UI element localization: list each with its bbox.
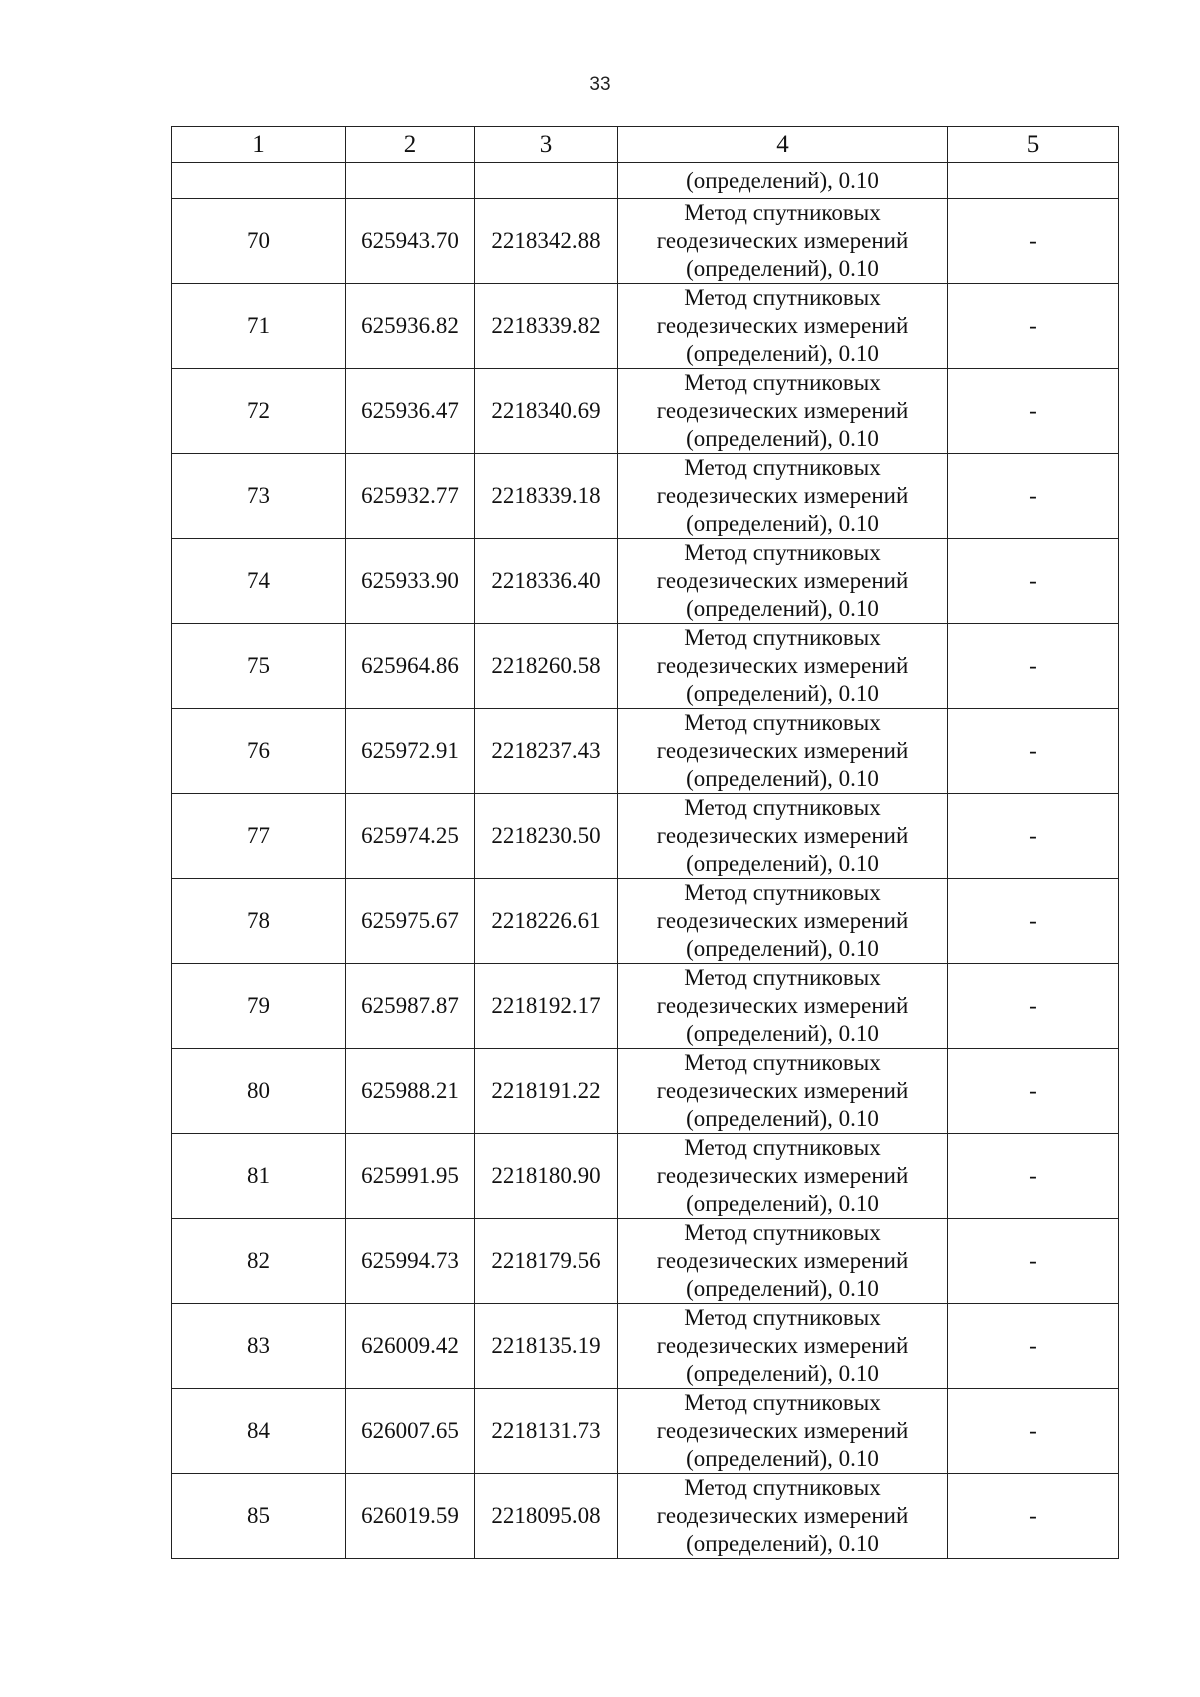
method-cell: [618, 1134, 948, 1219]
method-line: геодезических измерений: [656, 1163, 909, 1188]
method-cell: [618, 709, 948, 794]
method-line: Метод спутниковых: [684, 710, 881, 735]
coordinates-table: [171, 126, 1119, 1559]
method-line: Метод спутниковых: [684, 1475, 881, 1500]
table-body: [172, 127, 1119, 1559]
point-number-cell: 78: [172, 879, 346, 964]
x-coordinate-cell: 625987.87: [346, 964, 475, 1049]
point-number-cell: 83: [172, 1304, 346, 1389]
method-cell: [618, 284, 948, 369]
x-coordinate-cell: 625943.70: [346, 199, 475, 284]
x-coordinate-cell: 625994.73: [346, 1219, 475, 1304]
method-line: геодезических измерений: [656, 1248, 909, 1273]
table-row: [172, 709, 1119, 794]
method-cell: [618, 199, 948, 284]
x-coordinate-cell: 625936.82: [346, 284, 475, 369]
point-number-cell: 72: [172, 369, 346, 454]
header-cell-4: 4: [618, 127, 948, 163]
table-row: [172, 1389, 1119, 1474]
point-number-cell: 82: [172, 1219, 346, 1304]
y-coordinate-cell: 2218339.82: [475, 284, 618, 369]
method-line: геодезических измерений: [656, 398, 909, 423]
continuation-cell-2: [346, 163, 475, 199]
method-cell: [618, 454, 948, 539]
x-coordinate-cell: 626019.59: [346, 1474, 475, 1559]
table-row: [172, 199, 1119, 284]
method-line: (определений), 0.10: [686, 1191, 879, 1216]
point-number-cell: 74: [172, 539, 346, 624]
method-line: геодезических измерений: [656, 313, 909, 338]
method-line: (определений), 0.10: [686, 1361, 879, 1386]
method-line: геодезических измерений: [656, 1078, 909, 1103]
y-coordinate-cell: 2218260.58: [475, 624, 618, 709]
x-coordinate-cell: 625964.86: [346, 624, 475, 709]
y-coordinate-cell: 2218226.61: [475, 879, 618, 964]
method-line: геодезических измерений: [656, 908, 909, 933]
point-number-cell: 76: [172, 709, 346, 794]
method-line: Метод спутниковых: [684, 1390, 881, 1415]
note-cell: -: [948, 369, 1119, 454]
point-number-cell: 71: [172, 284, 346, 369]
method-line: (определений), 0.10: [686, 1276, 879, 1301]
y-coordinate-cell: 2218336.40: [475, 539, 618, 624]
x-coordinate-cell: 626009.42: [346, 1304, 475, 1389]
point-number-cell: 75: [172, 624, 346, 709]
note-cell: -: [948, 199, 1119, 284]
method-line: (определений), 0.10: [686, 596, 879, 621]
point-number-cell: 84: [172, 1389, 346, 1474]
continuation-cell-3: [475, 163, 618, 199]
note-cell: -: [948, 1219, 1119, 1304]
note-cell: -: [948, 709, 1119, 794]
y-coordinate-cell: 2218237.43: [475, 709, 618, 794]
method-line: геодезических измерений: [656, 568, 909, 593]
table-row: [172, 1304, 1119, 1389]
header-cell-2: 2: [346, 127, 475, 163]
method-line: (определений), 0.10: [686, 1021, 879, 1046]
y-coordinate-cell: 2218342.88: [475, 199, 618, 284]
y-coordinate-cell: 2218192.17: [475, 964, 618, 1049]
method-cell: [618, 1474, 948, 1559]
header-cell-5: 5: [948, 127, 1119, 163]
table-row: [172, 454, 1119, 539]
table-row: [172, 964, 1119, 1049]
method-line: геодезических измерений: [656, 993, 909, 1018]
method-cell: [618, 1219, 948, 1304]
note-cell: -: [948, 454, 1119, 539]
note-cell: -: [948, 964, 1119, 1049]
method-line: (определений), 0.10: [686, 1446, 879, 1471]
method-line: Метод спутниковых: [684, 200, 881, 225]
y-coordinate-cell: 2218230.50: [475, 794, 618, 879]
table-row: [172, 879, 1119, 964]
x-coordinate-cell: 625933.90: [346, 539, 475, 624]
method-line: (определений), 0.10: [686, 1106, 879, 1131]
method-cell: [618, 879, 948, 964]
method-line: геодезических измерений: [656, 738, 909, 763]
method-cell: [618, 539, 948, 624]
method-line: геодезических измерений: [656, 823, 909, 848]
method-line: (определений), 0.10: [686, 1531, 879, 1556]
note-cell: -: [948, 1389, 1119, 1474]
note-cell: -: [948, 284, 1119, 369]
method-line: (определений), 0.10: [686, 681, 879, 706]
method-line: (определений), 0.10: [686, 256, 879, 281]
header-cell-3: 3: [475, 127, 618, 163]
continuation-cell-1: [172, 163, 346, 199]
note-cell: -: [948, 879, 1119, 964]
method-line: Метод спутниковых: [684, 965, 881, 990]
table-row: [172, 1134, 1119, 1219]
x-coordinate-cell: 625975.67: [346, 879, 475, 964]
table-row: [172, 1049, 1119, 1134]
note-cell: -: [948, 1304, 1119, 1389]
x-coordinate-cell: 625991.95: [346, 1134, 475, 1219]
table-row: [172, 624, 1119, 709]
point-number-cell: 80: [172, 1049, 346, 1134]
note-cell: -: [948, 1134, 1119, 1219]
method-line: Метод спутниковых: [684, 1220, 881, 1245]
point-number-cell: 85: [172, 1474, 346, 1559]
method-cell: [618, 1049, 948, 1134]
method-line: Метод спутниковых: [684, 880, 881, 905]
y-coordinate-cell: 2218131.73: [475, 1389, 618, 1474]
method-cell: [618, 369, 948, 454]
method-line: (определений), 0.10: [686, 936, 879, 961]
method-line: (определений), 0.10: [686, 511, 879, 536]
table-row: [172, 1474, 1119, 1559]
note-cell: -: [948, 794, 1119, 879]
continuation-row: [172, 163, 1119, 199]
method-line: (определений), 0.10: [686, 766, 879, 791]
method-line: геодезических измерений: [656, 653, 909, 678]
y-coordinate-cell: 2218135.19: [475, 1304, 618, 1389]
method-line: геодезических измерений: [656, 1418, 909, 1443]
note-cell: -: [948, 624, 1119, 709]
x-coordinate-cell: 625988.21: [346, 1049, 475, 1134]
method-line: геодезических измерений: [656, 228, 909, 253]
y-coordinate-cell: 2218340.69: [475, 369, 618, 454]
method-line: Метод спутниковых: [684, 370, 881, 395]
point-number-cell: 79: [172, 964, 346, 1049]
method-line: (определений), 0.10: [686, 851, 879, 876]
method-cell: [618, 964, 948, 1049]
method-line: (определений), 0.10: [686, 426, 879, 451]
y-coordinate-cell: 2218095.08: [475, 1474, 618, 1559]
x-coordinate-cell: 626007.65: [346, 1389, 475, 1474]
page-number: 33: [589, 74, 611, 95]
method-line: Метод спутниковых: [684, 1305, 881, 1330]
note-cell: -: [948, 1474, 1119, 1559]
method-cell: [618, 624, 948, 709]
table-header-row: [172, 127, 1119, 163]
method-cell: [618, 1304, 948, 1389]
x-coordinate-cell: 625936.47: [346, 369, 475, 454]
point-number-cell: 81: [172, 1134, 346, 1219]
y-coordinate-cell: 2218180.90: [475, 1134, 618, 1219]
method-line: Метод спутниковых: [684, 1050, 881, 1075]
method-line: Метод спутниковых: [684, 1135, 881, 1160]
method-line: Метод спутниковых: [684, 455, 881, 480]
point-number-cell: 77: [172, 794, 346, 879]
x-coordinate-cell: 625932.77: [346, 454, 475, 539]
method-line: геодезических измерений: [656, 1333, 909, 1358]
table-row: [172, 1219, 1119, 1304]
method-line: геодезических измерений: [656, 483, 909, 508]
method-line: (определений), 0.10: [686, 341, 879, 366]
method-line: Метод спутниковых: [684, 795, 881, 820]
x-coordinate-cell: 625972.91: [346, 709, 475, 794]
note-cell: -: [948, 539, 1119, 624]
method-line: Метод спутниковых: [684, 540, 881, 565]
continuation-cell-5: [948, 163, 1119, 199]
point-number-cell: 73: [172, 454, 346, 539]
table-row: [172, 284, 1119, 369]
y-coordinate-cell: 2218179.56: [475, 1219, 618, 1304]
x-coordinate-cell: 625974.25: [346, 794, 475, 879]
y-coordinate-cell: 2218339.18: [475, 454, 618, 539]
continuation-cell-4: (определений), 0.10: [618, 163, 948, 199]
table-row: [172, 794, 1119, 879]
header-cell-1: 1: [172, 127, 346, 163]
method-line: Метод спутниковых: [684, 285, 881, 310]
note-cell: -: [948, 1049, 1119, 1134]
method-cell: [618, 794, 948, 879]
table-row: [172, 369, 1119, 454]
table-row: [172, 539, 1119, 624]
method-line: Метод спутниковых: [684, 625, 881, 650]
y-coordinate-cell: 2218191.22: [475, 1049, 618, 1134]
method-cell: [618, 1389, 948, 1474]
method-line: геодезических измерений: [656, 1503, 909, 1528]
point-number-cell: 70: [172, 199, 346, 284]
